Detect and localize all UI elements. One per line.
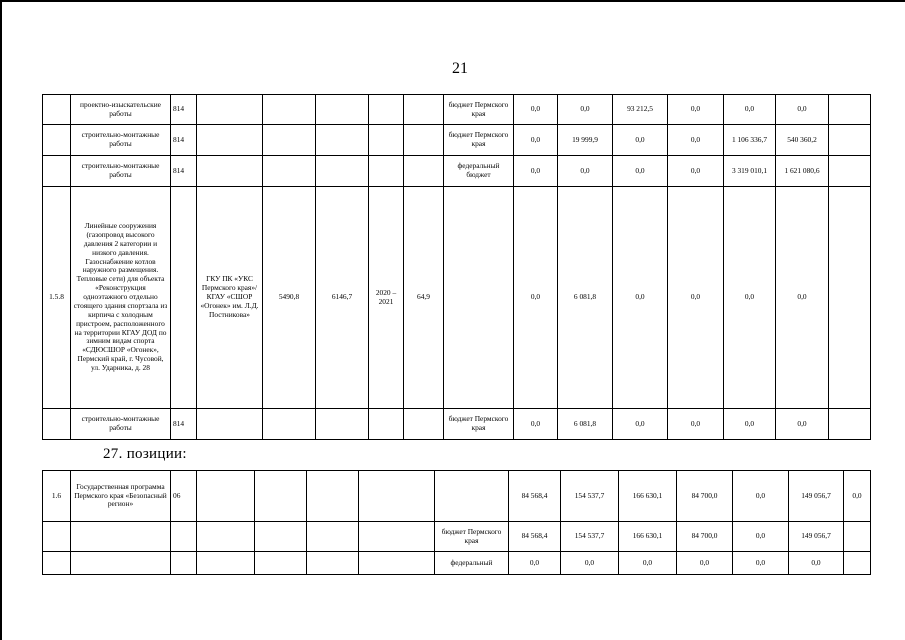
- cell-col6: [307, 522, 359, 552]
- cell-col7: [369, 156, 404, 187]
- cell-value: 0,0: [776, 187, 829, 409]
- cell-num: 1.5.8: [43, 187, 71, 409]
- cell-col6: [316, 156, 369, 187]
- cell-col6: [307, 471, 359, 522]
- cell-col8: [404, 409, 444, 440]
- cell-value: 6 081,8: [558, 187, 613, 409]
- cell-value: 0,0: [619, 552, 677, 575]
- cell-col4: [197, 522, 255, 552]
- budget-table-2: [42, 470, 871, 575]
- cell-value: 0,0: [668, 187, 724, 409]
- cell-col6: 6146,7: [316, 187, 369, 409]
- budget-table-1: [42, 94, 871, 440]
- page-edge-top: [0, 0, 905, 2]
- cell-col8: 64,9: [404, 187, 444, 409]
- cell-value: 0,0: [558, 95, 613, 125]
- cell-value: 6 081,8: [558, 409, 613, 440]
- cell-source: бюджет Пермского края: [444, 95, 514, 125]
- cell-col7: [359, 522, 435, 552]
- cell-col4: [197, 409, 263, 440]
- cell-source: федеральный: [435, 552, 509, 575]
- cell-value: 3 319 010,1: [724, 156, 776, 187]
- cell-value: 93 212,5: [613, 95, 668, 125]
- cell-col6: [316, 95, 369, 125]
- cell-col8: [404, 156, 444, 187]
- cell-value: 540 360,2: [776, 125, 829, 156]
- cell-num: [43, 522, 71, 552]
- cell-value: 0,0: [668, 95, 724, 125]
- cell-value: [844, 522, 871, 552]
- cell-value: 1 621 080,6: [776, 156, 829, 187]
- cell-value: 0,0: [514, 409, 558, 440]
- cell-name: строительно-монтажные работы: [71, 125, 171, 156]
- cell-name: [71, 522, 171, 552]
- cell-value: 0,0: [733, 522, 789, 552]
- cell-col6: [316, 125, 369, 156]
- cell-value: 0,0: [613, 187, 668, 409]
- table-row: [43, 409, 871, 440]
- cell-col4: [197, 552, 255, 575]
- cell-name: Линейные сооружения (газопровод высокого давления 2 категории и низкого давления. Газоснабжение котлов наружного размещения. Тепловые сети) для объекта «Реконструкция одноэтажного отдельно стоящего здания спортзала из кирпича с холодным пристроем, расположенного на территории КГАУ ДОД по зимним видам спорта «СДЮСШОР «Огонек», Пермский край, г. Чусовой, ул. Ударника, д. 28: [71, 187, 171, 409]
- cell-value: 0,0: [514, 95, 558, 125]
- cell-value: 84 700,0: [677, 471, 733, 522]
- cell-value: 84 568,4: [509, 522, 561, 552]
- cell-code: 814: [171, 95, 197, 125]
- cell-source: бюджет Пермского края: [444, 125, 514, 156]
- cell-num: [43, 95, 71, 125]
- cell-value: 0,0: [677, 552, 733, 575]
- cell-code: [171, 552, 197, 575]
- table-row: [43, 156, 871, 187]
- cell-value: [829, 409, 871, 440]
- cell-code: 814: [171, 409, 197, 440]
- cell-col5: [263, 95, 316, 125]
- cell-num: [43, 552, 71, 575]
- cell-name: [71, 552, 171, 575]
- cell-code: 06: [171, 471, 197, 522]
- cell-source: [444, 187, 514, 409]
- cell-col7: [369, 95, 404, 125]
- cell-value: 166 630,1: [619, 522, 677, 552]
- cell-value: 154 537,7: [561, 471, 619, 522]
- cell-source: бюджет Пермского края: [435, 522, 509, 552]
- cell-value: 0,0: [514, 187, 558, 409]
- cell-num: [43, 125, 71, 156]
- cell-col4: [197, 125, 263, 156]
- cell-value: 84 568,4: [509, 471, 561, 522]
- cell-col4: [197, 95, 263, 125]
- cell-value: [829, 187, 871, 409]
- cell-col5: [255, 522, 307, 552]
- cell-col4: ГКУ ПК «УКС Пермского края»/ КГАУ «СШОР «Огонек» им. Л.Д. Постникова»: [197, 187, 263, 409]
- cell-value: 0,0: [514, 125, 558, 156]
- cell-value: 0,0: [558, 156, 613, 187]
- section-title: 27. позиции:: [103, 446, 187, 462]
- cell-value: 0,0: [724, 95, 776, 125]
- cell-source: [435, 471, 509, 522]
- cell-name: проектно-изыскательские работы: [71, 95, 171, 125]
- cell-name: строительно-монтажные работы: [71, 409, 171, 440]
- cell-col7: [359, 552, 435, 575]
- cell-value: 0,0: [733, 552, 789, 575]
- cell-col7: 2020 – 2021: [369, 187, 404, 409]
- cell-value: 0,0: [789, 552, 844, 575]
- cell-col7: [359, 471, 435, 522]
- cell-code: 814: [171, 156, 197, 187]
- cell-value: [844, 552, 871, 575]
- cell-code: [171, 187, 197, 409]
- cell-value: 0,0: [514, 156, 558, 187]
- cell-value: [829, 156, 871, 187]
- cell-num: [43, 156, 71, 187]
- cell-value: 0,0: [668, 409, 724, 440]
- cell-value: 0,0: [724, 409, 776, 440]
- cell-col6: [307, 552, 359, 575]
- cell-col4: [197, 156, 263, 187]
- table-row: [43, 471, 871, 522]
- table-row: [43, 187, 871, 409]
- cell-value: 19 999,9: [558, 125, 613, 156]
- table-row: [43, 125, 871, 156]
- cell-code: [171, 522, 197, 552]
- cell-value: 1 106 336,7: [724, 125, 776, 156]
- page-number: 21: [452, 60, 468, 77]
- cell-value: 0,0: [776, 409, 829, 440]
- page-edge-left: [0, 0, 2, 640]
- cell-value: 0,0: [613, 409, 668, 440]
- cell-value: 166 630,1: [619, 471, 677, 522]
- cell-value: 0,0: [613, 156, 668, 187]
- cell-value: 0,0: [776, 95, 829, 125]
- cell-col5: [255, 471, 307, 522]
- cell-source: бюджет Пермского края: [444, 409, 514, 440]
- cell-code: 814: [171, 125, 197, 156]
- cell-value: 0,0: [613, 125, 668, 156]
- cell-value: [829, 125, 871, 156]
- cell-col5: [263, 125, 316, 156]
- cell-value: 0,0: [724, 187, 776, 409]
- cell-name: строительно-монтажные работы: [71, 156, 171, 187]
- cell-col8: [404, 125, 444, 156]
- cell-col4: [197, 471, 255, 522]
- table-row: [43, 552, 871, 575]
- cell-col6: [316, 409, 369, 440]
- cell-value: 0,0: [733, 471, 789, 522]
- cell-value: 154 537,7: [561, 522, 619, 552]
- cell-value: 0,0: [509, 552, 561, 575]
- cell-value: 84 700,0: [677, 522, 733, 552]
- cell-col5: [255, 552, 307, 575]
- cell-col7: [369, 409, 404, 440]
- cell-value: 0,0: [668, 156, 724, 187]
- cell-col8: [404, 95, 444, 125]
- cell-value: 0,0: [844, 471, 871, 522]
- cell-col5: [263, 156, 316, 187]
- cell-value: 149 056,7: [789, 471, 844, 522]
- table-row: [43, 95, 871, 125]
- cell-num: 1.6: [43, 471, 71, 522]
- cell-value: [829, 95, 871, 125]
- cell-col5: [263, 409, 316, 440]
- cell-num: [43, 409, 71, 440]
- cell-source: федеральный бюджет: [444, 156, 514, 187]
- cell-value: 149 056,7: [789, 522, 844, 552]
- cell-value: 0,0: [668, 125, 724, 156]
- cell-value: 0,0: [561, 552, 619, 575]
- cell-col5: 5490,8: [263, 187, 316, 409]
- table-row: [43, 522, 871, 552]
- cell-col7: [369, 125, 404, 156]
- cell-name: Государственная программа Пермского края «Безопасный регион»: [71, 471, 171, 522]
